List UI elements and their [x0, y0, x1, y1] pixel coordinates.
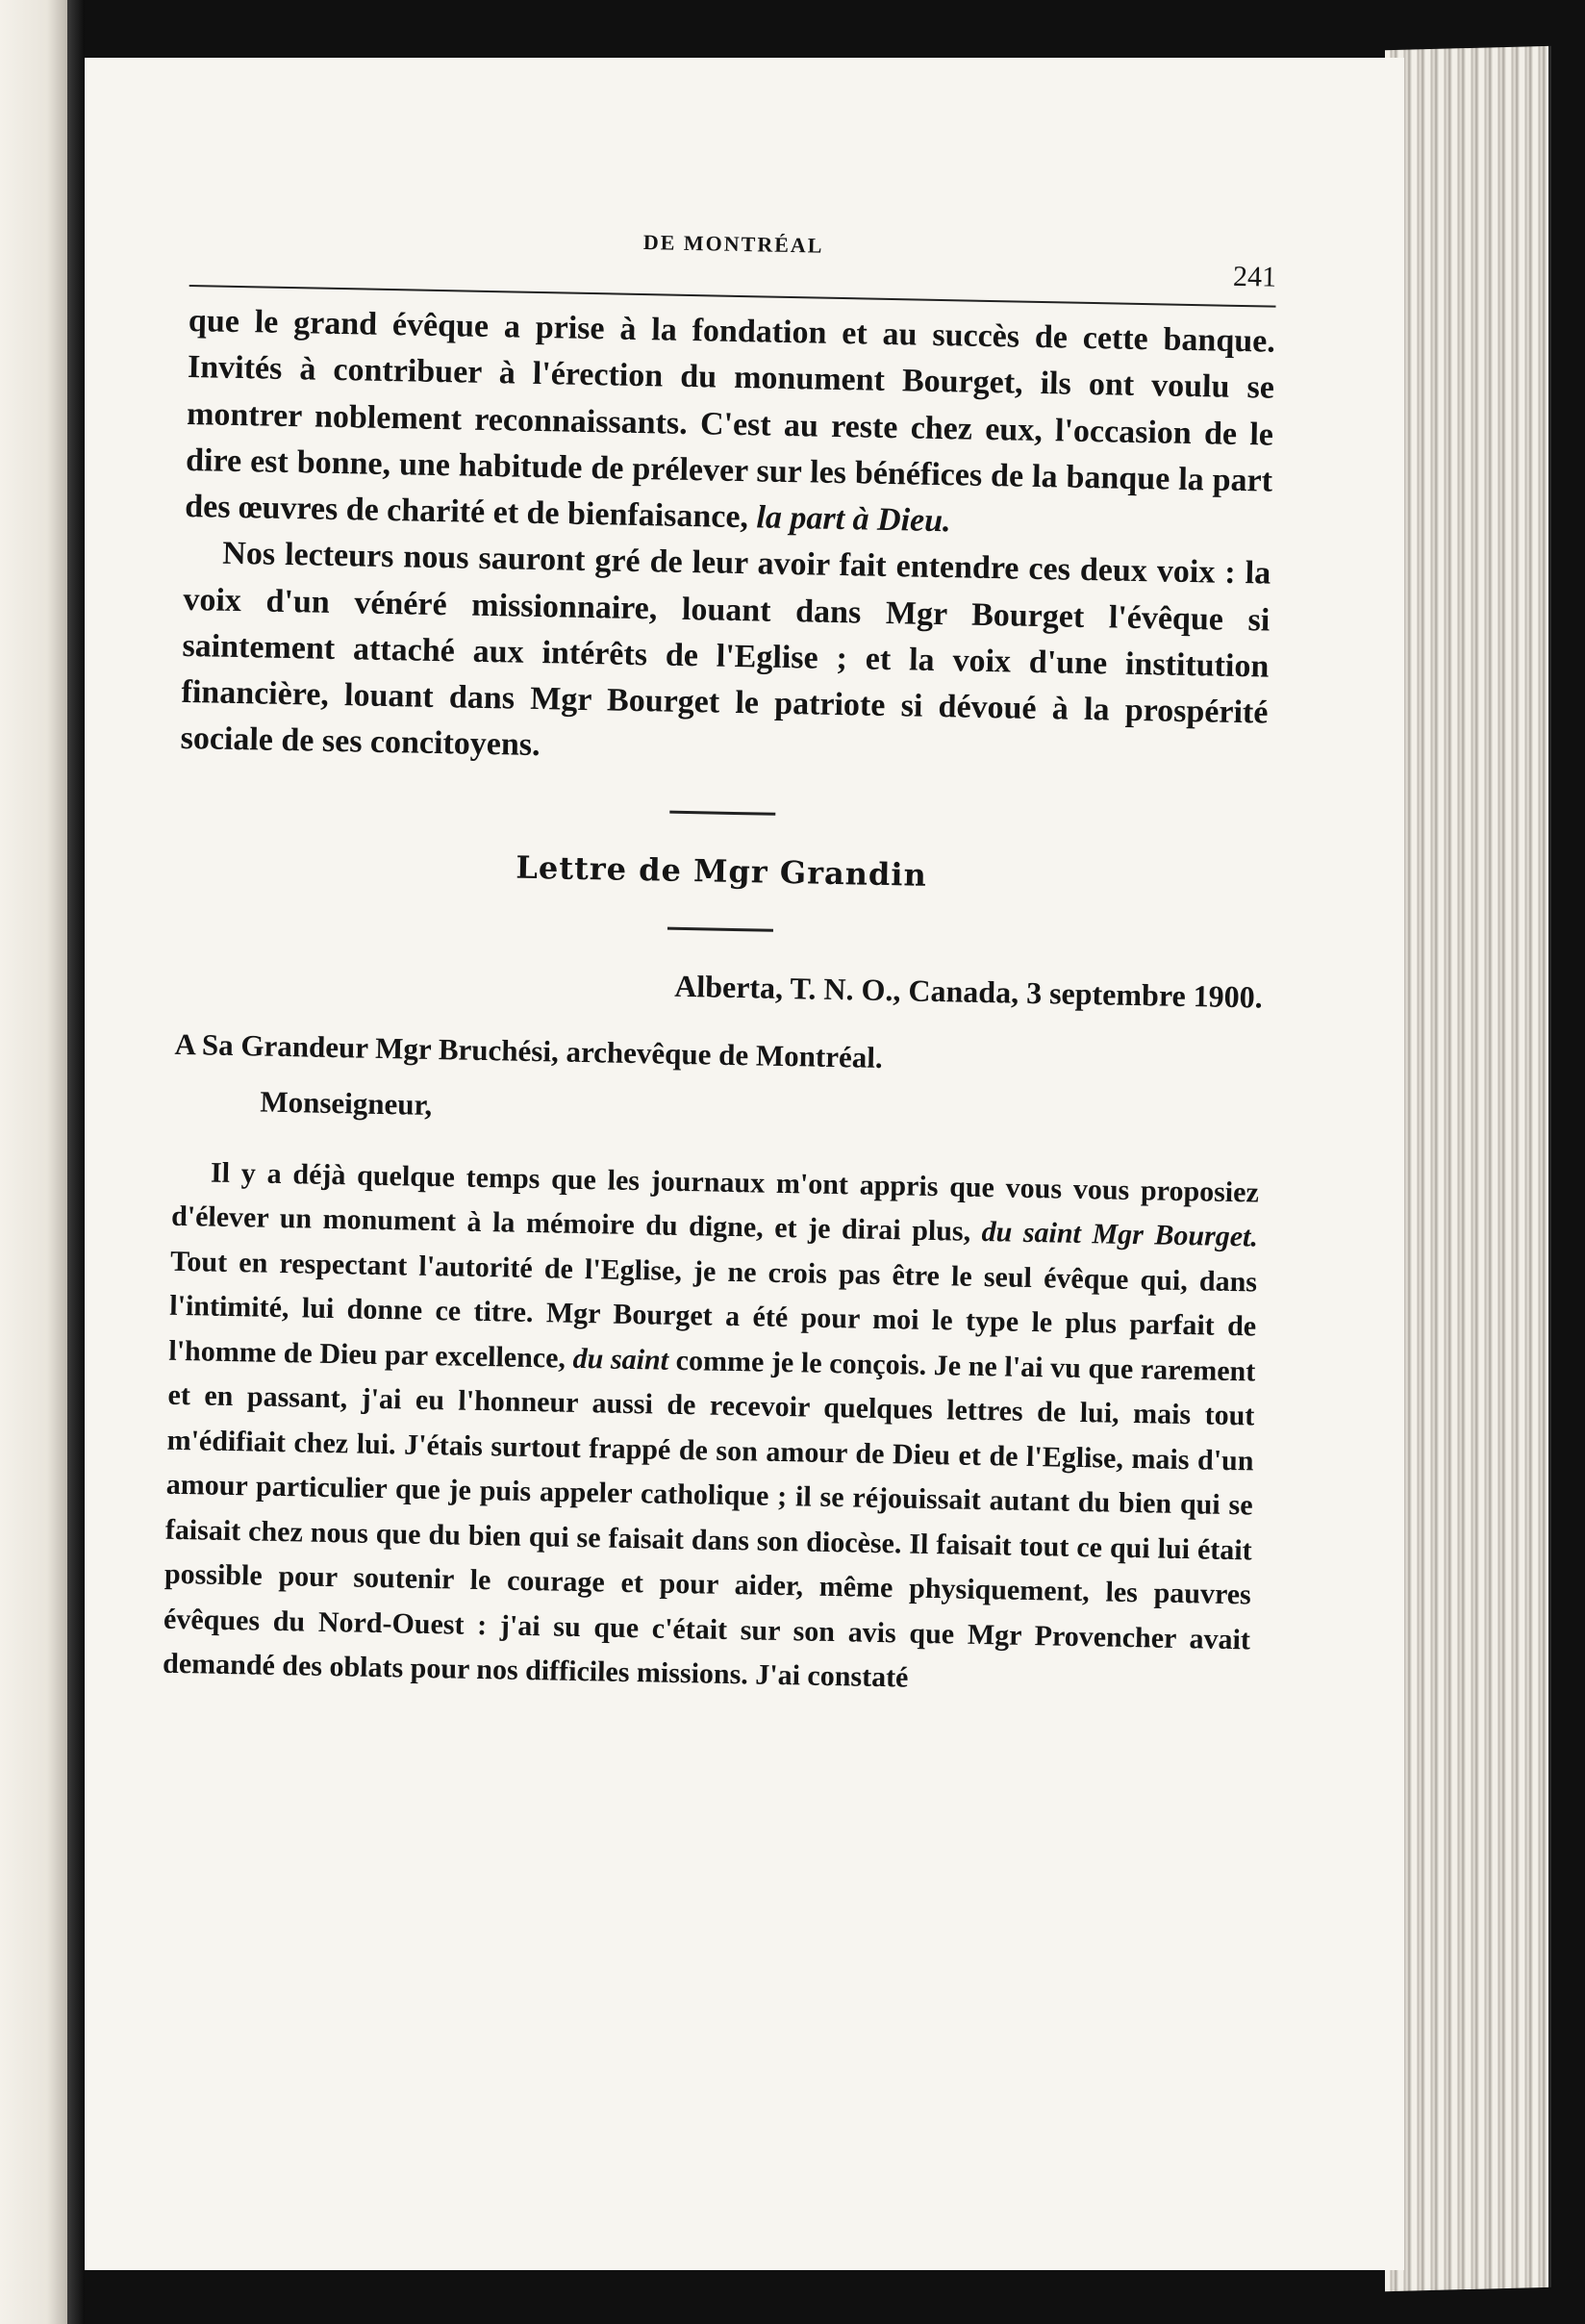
letter-text-c: comme je le conçois. Je ne l'ai vu que rarement et en passant, j'ai eu l'honneur aussi de recevoir quelques lettres de lui, mais tout m'édifiait chez lui. J'étais surtout frappé de son amour de Dieu et de l'Eglise, mais d'un amour particulier que je puis appeler catholique ; il se réjouissait autant du bien qui se faisait chez nous que du bien qui se faisait dans son diocèse. Il faisait tout ce qui lui était possible pour soutenir le courage et pour aider, même physiquement, les pauvres évêques du Nord-Ouest : j'ai su que c'était sur son avis que Mgr Provencher avait demandé des oblats pour nos difficiles missions. J'ai constaté	[162, 1344, 1256, 1694]
letter-italic-2: du saint	[572, 1342, 669, 1377]
paragraph-2: Nos lecteurs nous sauront gré de leur avoir fait entendre ces deux voix : la voix d'un vénéré missionnaire, louant dans Mgr Bourget l'évêque si saintement attaché aux intérêts de l'Eglise ; et la voix d'une institution financière, louant dans Mgr Bourget le patriote si dévoué à la prospérité sociale de ses concitoyens.	[180, 536, 1271, 764]
page-number: 241	[1232, 260, 1277, 293]
paragraph-1-italic: la part à Dieu.	[756, 499, 951, 540]
letter-text-a: Il y a déjà quelque temps que les journaux m'ont appris que vous vous proposiez d'élever un monument à la mémoire du digne, et je dirai plus,	[170, 1156, 1260, 1249]
book-page	[85, 58, 1404, 2270]
letter-salutation: Monseigneur,	[260, 1084, 433, 1122]
book-gutter	[67, 0, 85, 2324]
letter-dateline: Alberta, T. N. O., Canada, 3 septembre 1900.	[673, 968, 1264, 1015]
letter-italic-1: du saint Mgr Bourget.	[981, 1216, 1259, 1253]
letter-body	[163, 1149, 1260, 1707]
paragraph-1	[185, 298, 1275, 551]
section-rule-top	[669, 810, 775, 815]
section-rule-bottom	[667, 926, 773, 931]
running-title: DE MONTRÉAL	[642, 230, 824, 258]
letter-address: A Sa Grandeur Mgr Bruchési, archevêque de Montréal.	[174, 1026, 884, 1074]
facing-page-edge	[0, 0, 67, 2324]
page-edges	[1385, 46, 1551, 2292]
page-text-block	[163, 221, 1277, 1707]
paragraph-1-text: que le grand évêque a prise à la fondation et au succès de cette banque. Invités à contribuer à l'érection du monument Bourget, ils ont voulu se montrer noblement reconnaissants. C'est au reste chez eux, l'occasion de le dire est bonne, une habitude de prélever sur les bénéfices de la banque la part des œuvres de charité et de bienfaisance,	[184, 302, 1276, 536]
section-title: Lettre de Mgr Grandin	[516, 848, 928, 894]
letter-text-b: Tout en respectant l'autorité de l'Eglise, je ne crois pas être le seul évêque qui, dans l'intimité, lui donne ce titre. Mgr Bourget a été pour moi le type le plus parfait de l'homme de Dieu par excellence,	[168, 1245, 1258, 1375]
